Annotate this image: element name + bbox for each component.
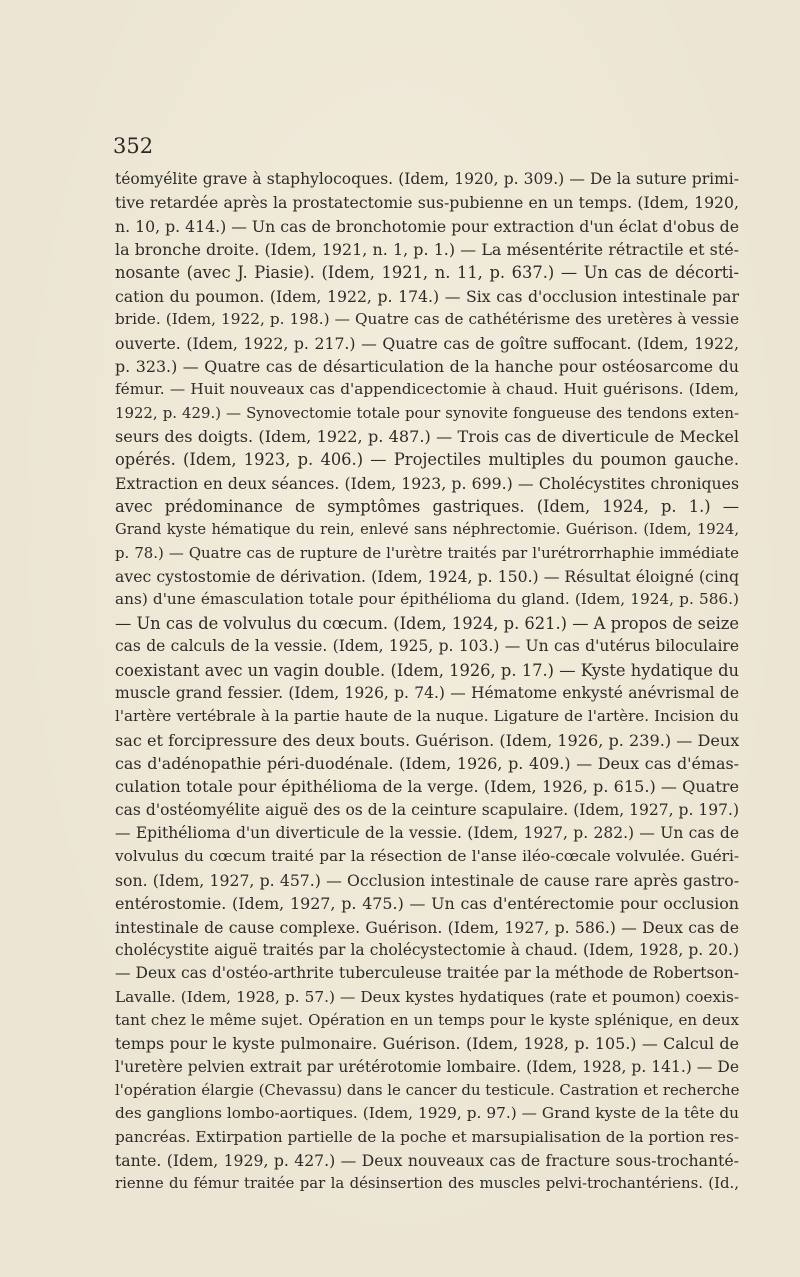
- text-line: muscle grand fessier. (Idem, 1926, p. 74.) — Hématome enkysté anévrismal de: [115, 683, 739, 702]
- text-line: p. 323.) — Quatre cas de désarticulation de la hanche pour ostéosarcome du: [115, 356, 739, 376]
- text-line: cation du poumon. (Idem, 1922, p. 174.) — Six cas d'occlusion intestinale par: [115, 286, 739, 306]
- page-number: 352: [113, 134, 154, 158]
- text-line: seurs des doigts. (Idem, 1922, p. 487.) — Trois cas de diverticule de Meckel: [115, 426, 739, 446]
- text-line: pancréas. Extirpation partielle de la poche et marsupialisation de la portion res-: [115, 1127, 739, 1146]
- text-line: volvulus du cœcum traité par la résection de l'anse iléo-cœcale volvulée. Guéri-: [115, 847, 739, 866]
- text-line: cholécystite aiguë traités par la cholécystectomie à chaud. (Idem, 1928, p. 20.): [115, 940, 739, 959]
- text-line: tante. (Idem, 1929, p. 427.) — Deux nouveaux cas de fracture sous-trochanté-: [115, 1151, 739, 1171]
- body-text: [115, 168, 739, 1196]
- text-line: rienne du fémur traitée par la désinsertion des muscles pelvi-trochantériens. (Id.,: [115, 1174, 739, 1193]
- text-line: tive retardée après la prostatectomie sus-pubienne en un temps. (Idem, 1920,: [115, 193, 739, 213]
- text-line: culation totale pour épithélioma de la verge. (Idem, 1926, p. 615.) — Quatre: [115, 777, 739, 797]
- text-line: cas de calculs de la vessie. (Idem, 1925, p. 103.) — Un cas d'utérus biloculaire: [115, 637, 739, 656]
- text-line: entérostomie. (Idem, 1927, p. 475.) — Un cas d'entérectomie pour occlusion: [115, 894, 739, 914]
- text-line: temps pour le kyste pulmonaire. Guérison. (Idem, 1928, p. 105.) — Calcul de: [115, 1034, 739, 1054]
- text-line: n. 10, p. 414.) — Un cas de bronchotomie pour extraction d'un éclat d'obus de: [115, 216, 739, 236]
- text-line: 1922, p. 429.) — Synovectomie totale pour synovite fongueuse des tendons exten-: [115, 403, 739, 422]
- text-line: l'artère vertébrale à la partie haute de la nuque. Ligature de l'artère. Incision du: [115, 707, 739, 726]
- text-line: avec cystostomie de dérivation. (Idem, 1924, p. 150.) — Résultat éloigné (cinq: [115, 567, 739, 587]
- text-line: Lavalle. (Idem, 1928, p. 57.) — Deux kystes hydatiques (rate et poumon) coexis-: [115, 987, 739, 1006]
- text-line: — Epithélioma d'un diverticule de la vessie. (Idem, 1927, p. 282.) — Un cas de: [115, 824, 739, 843]
- text-line: coexistant avec un vagin double. (Idem, 1926, p. 17.) — Kyste hydatique du: [115, 660, 739, 680]
- text-line: p. 78.) — Quatre cas de rupture de l'urètre traités par l'urétrorrhaphie immédiate: [115, 543, 739, 562]
- text-line: opérés. (Idem, 1923, p. 406.) — Projectiles multiples du poumon gauche.: [115, 450, 739, 470]
- text-line: la bronche droite. (Idem, 1921, n. 1, p. 1.) — La mésentérite rétractile et sté-: [115, 240, 739, 260]
- text-line: son. (Idem, 1927, p. 457.) — Occlusion intestinale de cause rare après gastro-: [115, 870, 739, 890]
- text-line: nosante (avec J. Piasie). (Idem, 1921, n. 11, p. 637.) — Un cas de décorti-: [115, 263, 739, 283]
- text-line: avec prédominance de symptômes gastriques. (Idem, 1924, p. 1.) —: [115, 497, 739, 517]
- text-line: — Deux cas d'ostéo-arthrite tuberculeuse traitée par la méthode de Robertson-: [115, 964, 739, 983]
- text-line: Grand kyste hématique du rein, enlevé sans néphrectomie. Guérison. (Idem, 1924,: [115, 521, 739, 539]
- text-line: — Un cas de volvulus du cœcum. (Idem, 1924, p. 621.) — A propos de seize: [115, 613, 739, 633]
- text-line: des ganglions lombo-aortiques. (Idem, 1929, p. 97.) — Grand kyste de la tête du: [115, 1104, 739, 1123]
- text-line: Extraction en deux séances. (Idem, 1923, p. 699.) — Cholécystites chroniques: [115, 473, 739, 493]
- text-line: l'uretère pelvien extrait par urétérotomie lombaire. (Idem, 1928, p. 141.) — De: [115, 1057, 739, 1076]
- text-line: téomyélite grave à staphylocoques. (Idem, 1920, p. 309.) — De la suture primi-: [115, 170, 739, 188]
- text-line: ans) d'une émasculation totale pour épithélioma du gland. (Idem, 1924, p. 586.): [115, 590, 739, 609]
- text-line: cas d'ostéomyélite aiguë des os de la ceinture scapulaire. (Idem, 1927, p. 197.): [115, 800, 739, 819]
- text-line: intestinale de cause complexe. Guérison. (Idem, 1927, p. 586.) — Deux cas de: [115, 917, 739, 937]
- text-line: tant chez le même sujet. Opération en un temps pour le kyste splénique, en deux: [115, 1010, 739, 1029]
- text-line: fémur. — Huit nouveaux cas d'appendicectomie à chaud. Huit guérisons. (Idem,: [115, 380, 739, 399]
- text-line: bride. (Idem, 1922, p. 198.) — Quatre cas de cathétérisme des uretères à vessie: [115, 310, 739, 329]
- text-line: ouverte. (Idem, 1922, p. 217.) — Quatre cas de goître suffocant. (Idem, 1922,: [115, 333, 739, 353]
- text-line: cas d'adénopathie péri-duodénale. (Idem, 1926, p. 409.) — Deux cas d'émas-: [115, 753, 739, 773]
- text-line: l'opération élargie (Chevassu) dans le cancer du testicule. Castration et recherche: [115, 1081, 739, 1100]
- text-line: sac et forcipressure des deux bouts. Guérison. (Idem, 1926, p. 239.) — Deux: [115, 730, 739, 750]
